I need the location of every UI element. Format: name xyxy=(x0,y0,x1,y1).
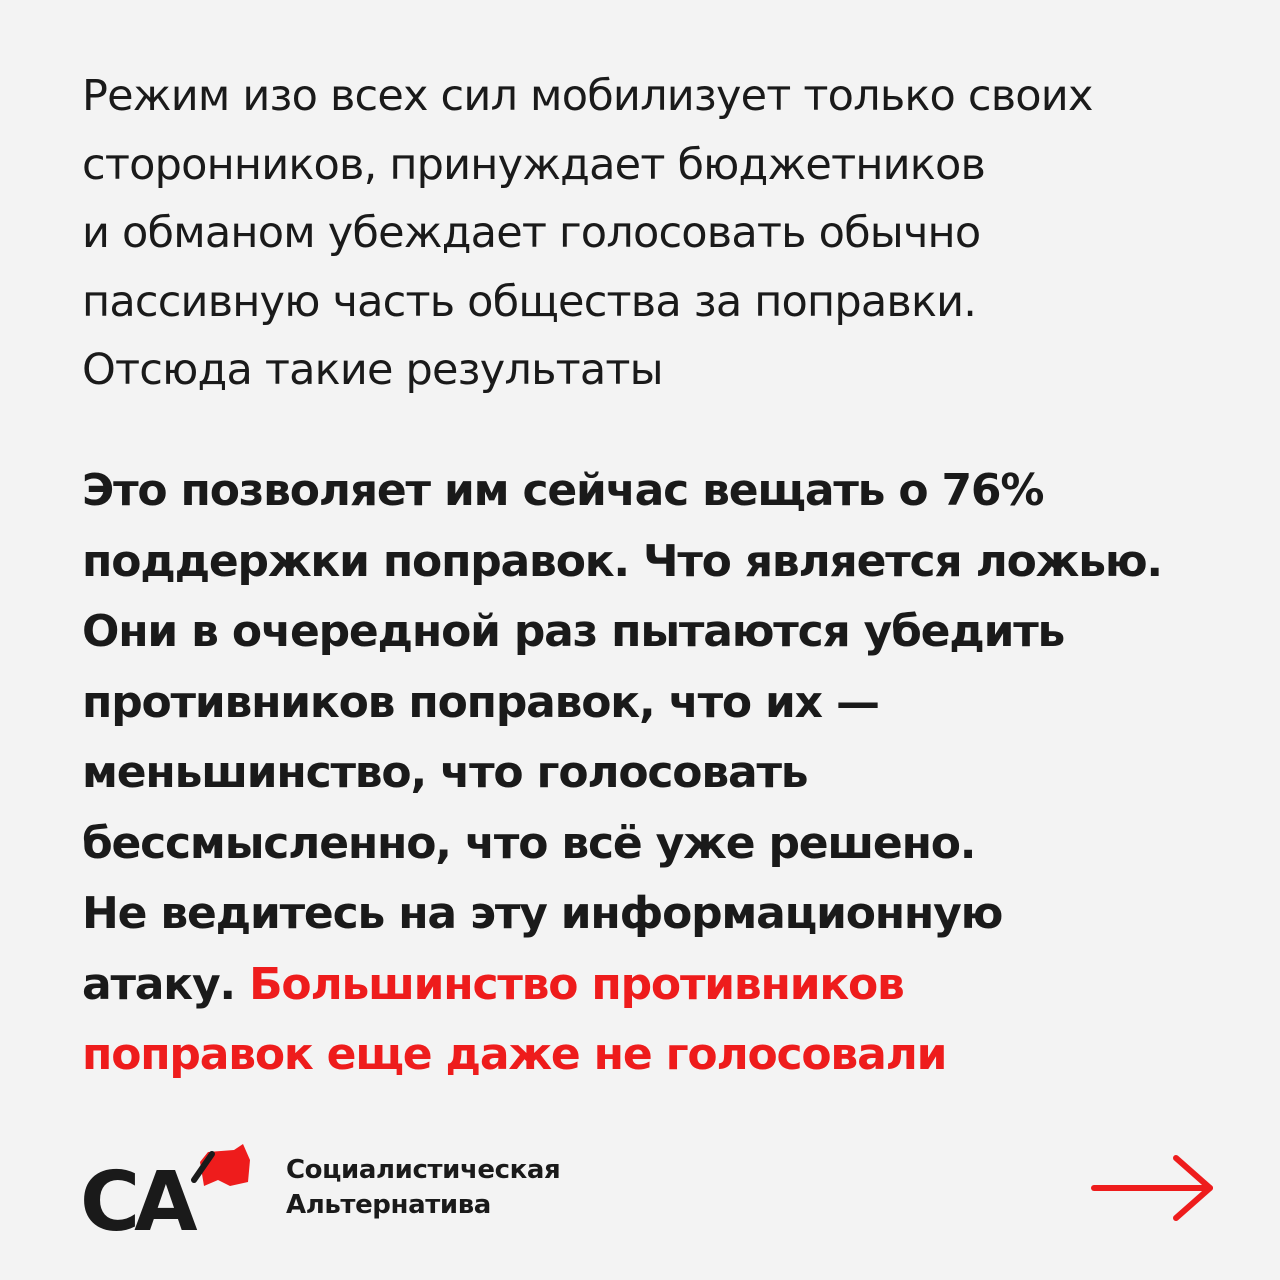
main-line: Не ведитесь на эту информационную xyxy=(82,888,1003,939)
main-line: Они в очередной раз пытаются убедить xyxy=(82,606,1065,657)
main-line-prefix: атаку. xyxy=(82,958,250,1010)
main-line: бессмысленно, что всё уже решено. xyxy=(82,817,976,869)
main-line: поддержки поправок. Что является ложью. xyxy=(82,535,1162,587)
main-line: противников поправок, что их — xyxy=(82,676,879,728)
intro-line: Режим изо всех сил мобилизует только своих xyxy=(82,71,1093,121)
logo-icon xyxy=(80,1140,260,1240)
intro-line: и обманом убеждает голосовать обычно xyxy=(82,208,981,258)
intro-line: Отсюда такие результаты xyxy=(82,345,663,395)
intro-line: пассивную часть общества за поправки. xyxy=(82,276,977,327)
main-line: меньшинство, что голосовать xyxy=(82,747,808,798)
main-line: Это позволяет им сейчас вещать о 76% xyxy=(82,465,1044,516)
brand-name-line: Социалистическая xyxy=(286,1155,561,1185)
brand-name xyxy=(286,1153,560,1223)
highlight-text: Большинство противников xyxy=(249,958,904,1010)
highlight-text: поправок еще даже не голосовали xyxy=(82,1029,947,1080)
intro-line: сторонников, принуждает бюджетников xyxy=(82,139,986,190)
main-line-mixed xyxy=(82,950,1252,1021)
main-paragraph xyxy=(82,456,1252,1091)
footer xyxy=(80,1140,1220,1240)
logo-text: СА xyxy=(80,1155,192,1240)
arrow-right-icon[interactable] xyxy=(1090,1148,1220,1228)
brand-name-line: Альтернатива xyxy=(286,1190,491,1220)
intro-paragraph xyxy=(82,62,1252,405)
